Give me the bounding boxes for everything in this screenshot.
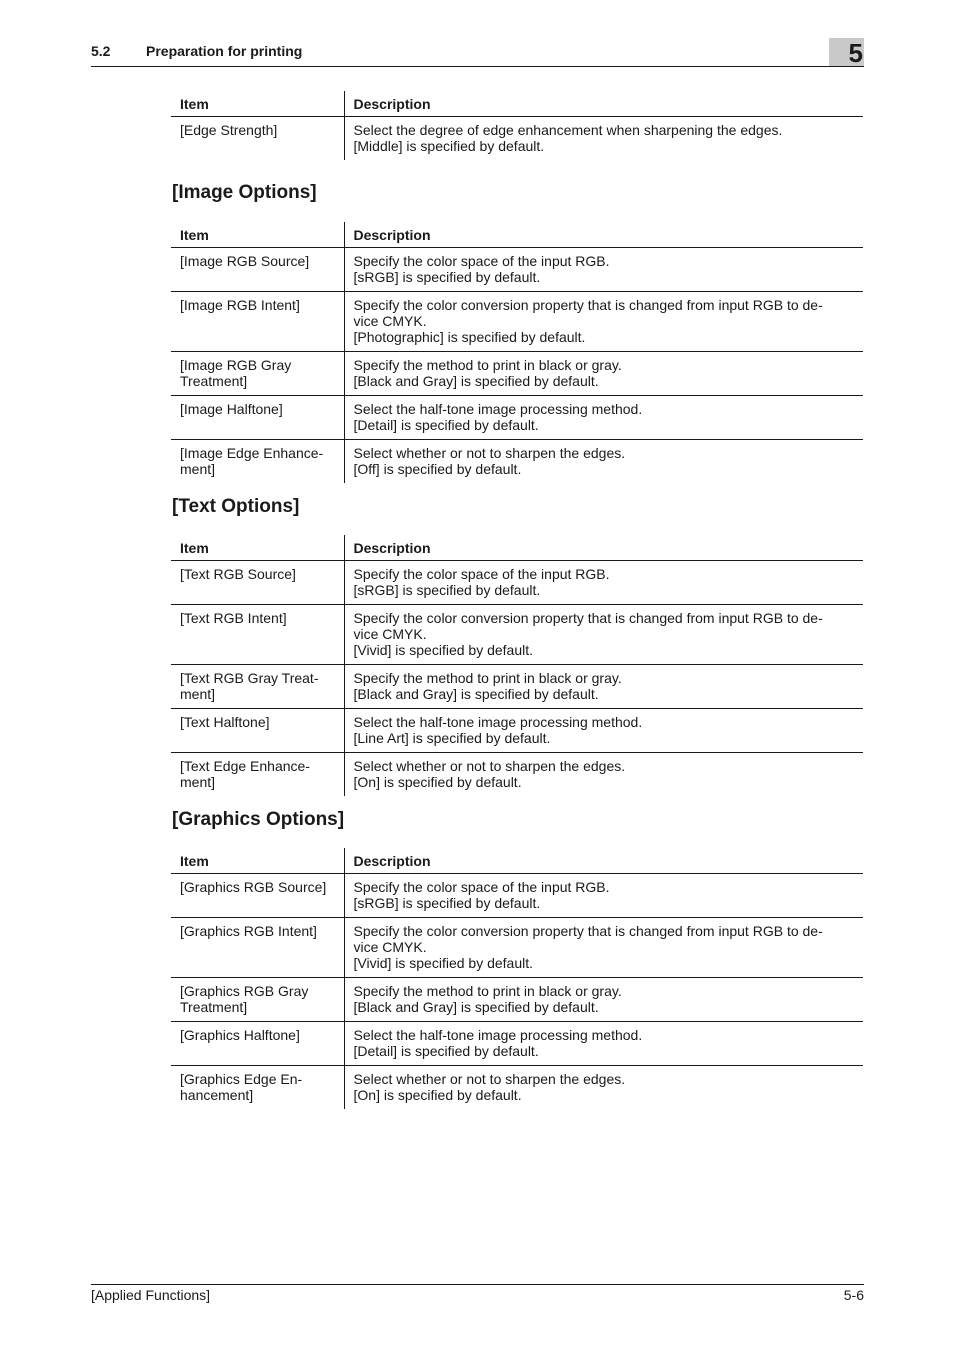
graphics-options-table <box>171 848 863 1109</box>
page-header <box>91 38 864 67</box>
graphics-options-heading: [Graphics Options] <box>172 809 345 830</box>
column-header-description: Description <box>344 222 863 248</box>
text-options-table <box>171 535 863 796</box>
page-footer <box>91 1284 864 1303</box>
description-cell: Select whether or not to sharpen the edges. [On] is specified by default. <box>353 758 626 790</box>
table-row <box>171 352 863 396</box>
column-header-description: Description <box>344 91 863 117</box>
item-cell: [Graphics RGB Source] <box>171 874 344 918</box>
table-row <box>171 709 863 753</box>
description-cell: Specify the color space of the input RGB. [sRGB] is specified by default. <box>344 561 863 605</box>
text-options-heading: [Text Options] <box>172 496 300 517</box>
description-cell: Specify the method to print in black or gray. [Black and Gray] is specified by default. <box>344 352 863 396</box>
table-header-row <box>171 848 863 874</box>
table-row <box>171 1066 863 1110</box>
description-cell: Specify the method to print in black or gray. [Black and Gray] is specified by default. <box>344 665 863 709</box>
description-cell: Select whether or not to sharpen the edges. [On] is specified by default. <box>353 1071 626 1103</box>
column-header-description: Description <box>344 535 863 561</box>
table-row <box>171 117 863 161</box>
item-cell: [Text RGB Gray Treat- ment] <box>171 665 344 709</box>
column-header-item: Item <box>171 222 344 248</box>
description-cell: Select the half-tone image processing method. [Detail] is specified by default. <box>344 396 863 440</box>
page-number: 5-6 <box>843 1287 864 1303</box>
item-cell: [Image RGB Gray Treatment] <box>171 352 344 396</box>
item-cell: [Image Edge Enhance- ment] <box>171 440 344 484</box>
table-header-row <box>171 222 863 248</box>
description-cell: Specify the color space of the input RGB. [sRGB] is specified by default. <box>344 248 863 292</box>
column-header-item: Item <box>171 91 344 117</box>
description-cell: Select the half-tone image processing method. [Detail] is specified by default. <box>344 1022 863 1066</box>
table-row <box>171 561 863 605</box>
item-cell: [Edge Strength] <box>171 117 344 161</box>
item-cell: [Image RGB Intent] <box>171 292 344 352</box>
column-header-item: Item <box>171 535 344 561</box>
item-cell: [Graphics RGB Intent] <box>171 918 344 978</box>
footer-manual-title: [Applied Functions] <box>91 1287 211 1303</box>
section-title: Preparation for printing <box>146 43 303 59</box>
edge-strength-table <box>171 91 863 160</box>
table-row <box>171 978 863 1022</box>
item-cell: [Text RGB Intent] <box>171 605 344 665</box>
column-header-description: Description <box>344 848 863 874</box>
table-row <box>171 605 863 665</box>
table-row <box>171 1022 863 1066</box>
section-number: 5.2 <box>91 43 111 59</box>
image-options-heading: [Image Options] <box>172 182 317 203</box>
table-row <box>171 248 863 292</box>
description-cell: Specify the color conversion property that is changed from input RGB to de- vice CMYK. [Vivid] is specified by default. <box>344 605 863 665</box>
item-cell: [Graphics Edge En- hancement] <box>171 1066 344 1110</box>
column-header-item: Item <box>171 848 344 874</box>
table-row <box>171 665 863 709</box>
description-cell: Select the degree of edge enhancement when sharpening the edges. [Middle] is specified by default. <box>353 122 783 154</box>
table-row <box>171 440 863 484</box>
description-cell: Specify the color conversion property that is changed from input RGB to de- vice CMYK. [Photographic] is specified by default. <box>344 292 863 352</box>
item-cell: [Text Halftone] <box>171 709 344 753</box>
description-cell: Select whether or not to sharpen the edges. [Off] is specified by default. <box>353 445 626 477</box>
description-cell: Select the half-tone image processing method. [Line Art] is specified by default. <box>344 709 863 753</box>
table-row <box>171 874 863 918</box>
description-cell: Specify the color space of the input RGB. [sRGB] is specified by default. <box>344 874 863 918</box>
table-header-row <box>171 91 863 117</box>
chapter-badge: 5 <box>829 38 864 66</box>
item-cell: [Image RGB Source] <box>171 248 344 292</box>
item-cell: [Graphics RGB Gray Treatment] <box>171 978 344 1022</box>
item-cell: [Graphics Halftone] <box>171 1022 344 1066</box>
image-options-table <box>171 222 863 483</box>
table-row <box>171 396 863 440</box>
table-row <box>171 753 863 797</box>
item-cell: [Text RGB Source] <box>171 561 344 605</box>
table-row <box>171 918 863 978</box>
item-cell: [Image Halftone] <box>171 396 344 440</box>
item-cell: [Text Edge Enhance- ment] <box>171 753 344 797</box>
table-header-row <box>171 535 863 561</box>
description-cell: Specify the method to print in black or gray. [Black and Gray] is specified by default. <box>344 978 863 1022</box>
table-row <box>171 292 863 352</box>
description-cell: Specify the color conversion property that is changed from input RGB to de- vice CMYK. [Vivid] is specified by default. <box>344 918 863 978</box>
